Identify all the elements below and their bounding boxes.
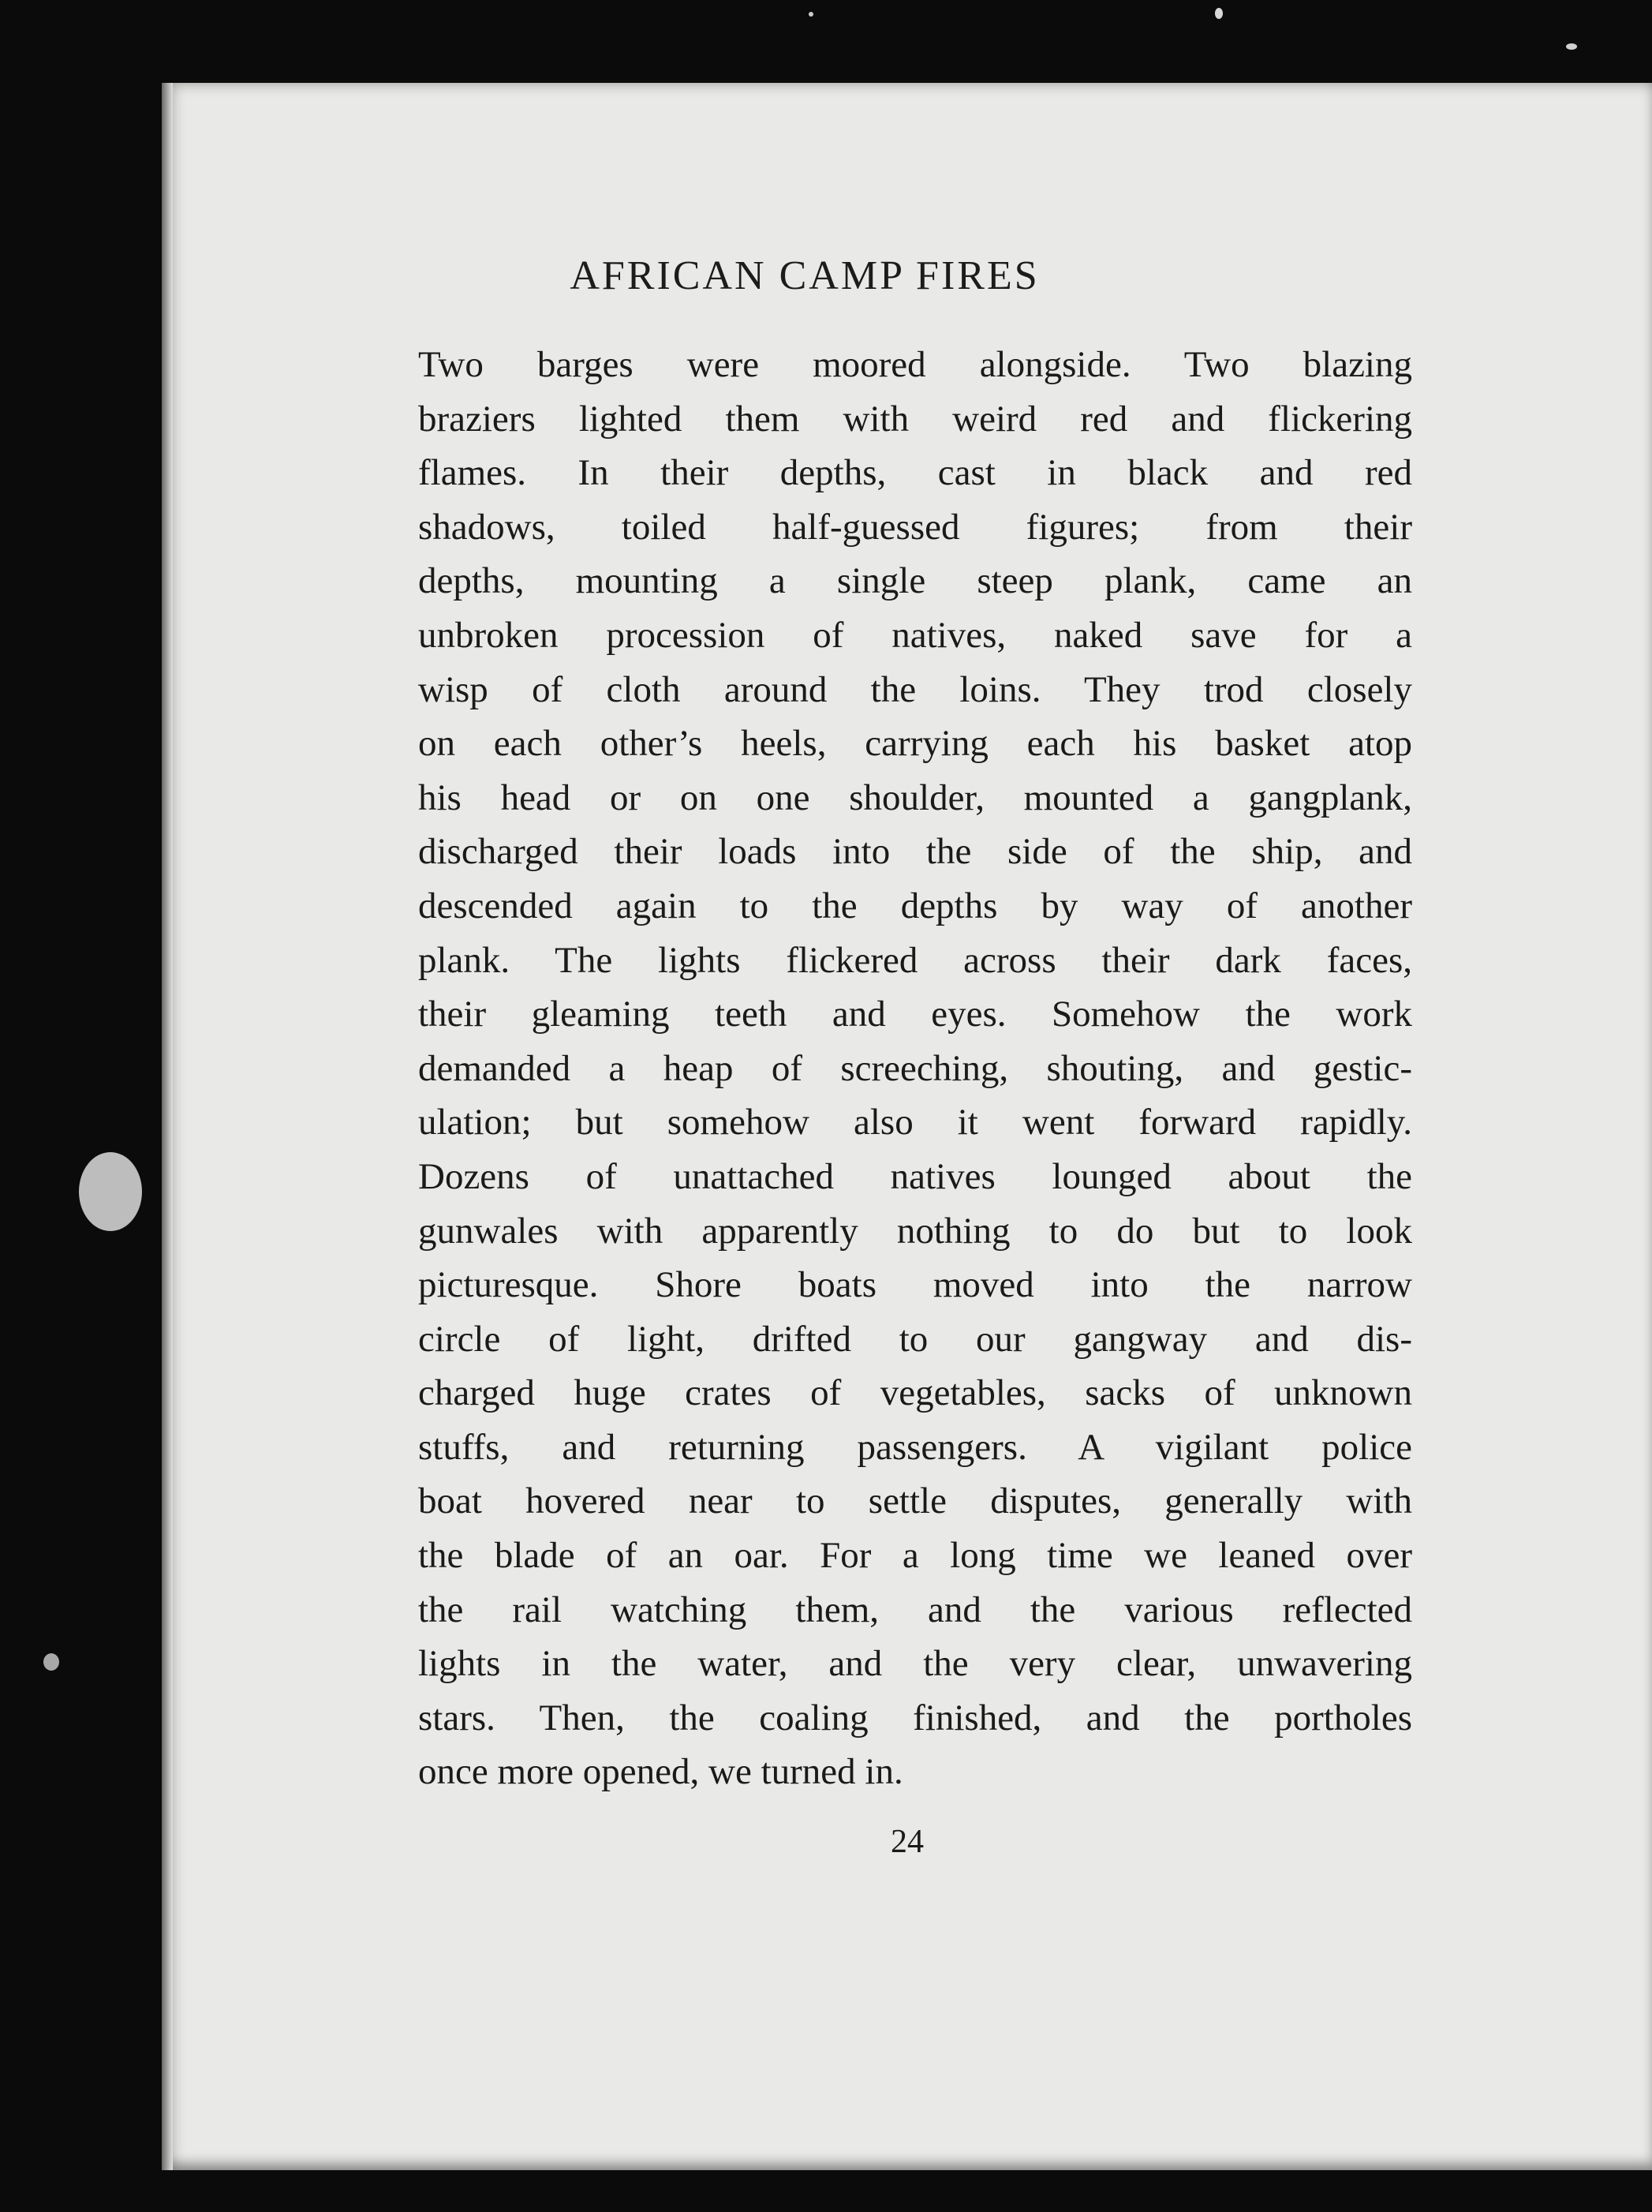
text-line: wisp of cloth around the loins. They trod closely <box>418 668 1412 710</box>
text-line: Dozens of unattached natives lounged about the <box>418 1155 1412 1197</box>
text-line: stars. Then, the coaling finished, and the portholes <box>418 1697 1412 1739</box>
text-line: lights in the water, and the very clear, unwavering <box>418 1643 1412 1685</box>
text-line: on each other’s heels, carrying each his basket atop <box>418 723 1412 765</box>
text-line: ulation; but somehow also it went forward rapidly. <box>418 1102 1412 1143</box>
page-number: 24 <box>891 1824 924 1860</box>
text-line: picturesque. Shore boats moved into the narrow <box>418 1264 1412 1306</box>
text-line: gunwales with apparently nothing to do but to look <box>418 1210 1412 1252</box>
text-line: flames. In their depths, cast in black and red <box>418 452 1412 494</box>
text-line: their gleaming teeth and eyes. Somehow the work <box>418 994 1412 1035</box>
text-line: depths, mounting a single steep plank, came an <box>418 560 1412 602</box>
dust-speck <box>79 1152 142 1231</box>
text-line: plank. The lights flickered across their dark faces, <box>418 939 1412 981</box>
text-line: the blade of an oar. For a long time we leaned over <box>418 1535 1412 1577</box>
text-line-last: once more opened, we turned in. <box>418 1751 903 1793</box>
text-line: boat hovered near to settle disputes, generally with <box>418 1480 1412 1522</box>
dust-speck <box>809 12 813 17</box>
text-line: braziers lighted them with weird red and flickering <box>418 398 1412 440</box>
text-line: descended again to the depths by way of another <box>418 885 1412 926</box>
body-paragraph <box>418 338 1412 1799</box>
dust-speck <box>1566 43 1577 50</box>
text-line: his head or on one shoulder, mounted a gangplank, <box>418 777 1412 818</box>
text-line: circle of light, drifted to our gangway and dis- <box>418 1318 1412 1360</box>
text-line: Two barges were moored alongside. Two blazing <box>418 344 1412 385</box>
dust-speck <box>1215 8 1223 19</box>
text-line: shadows, toiled half-guessed figures; from their <box>418 506 1412 548</box>
page-gutter-edge <box>162 83 173 2170</box>
text-line: discharged their loads into the side of the ship, and <box>418 831 1412 873</box>
text-line: the rail watching them, and the various reflected <box>418 1589 1412 1630</box>
running-head: AFRICAN CAMP FIRES <box>570 253 1040 298</box>
text-line: charged huge crates of vegetables, sacks of unknown <box>418 1372 1412 1414</box>
text-line: stuffs, and returning passengers. A vigilant police <box>418 1426 1412 1468</box>
dust-speck <box>43 1653 59 1671</box>
text-line: unbroken procession of natives, naked save for a <box>418 614 1412 656</box>
text-line: demanded a heap of screeching, shouting, and gestic- <box>418 1047 1412 1089</box>
